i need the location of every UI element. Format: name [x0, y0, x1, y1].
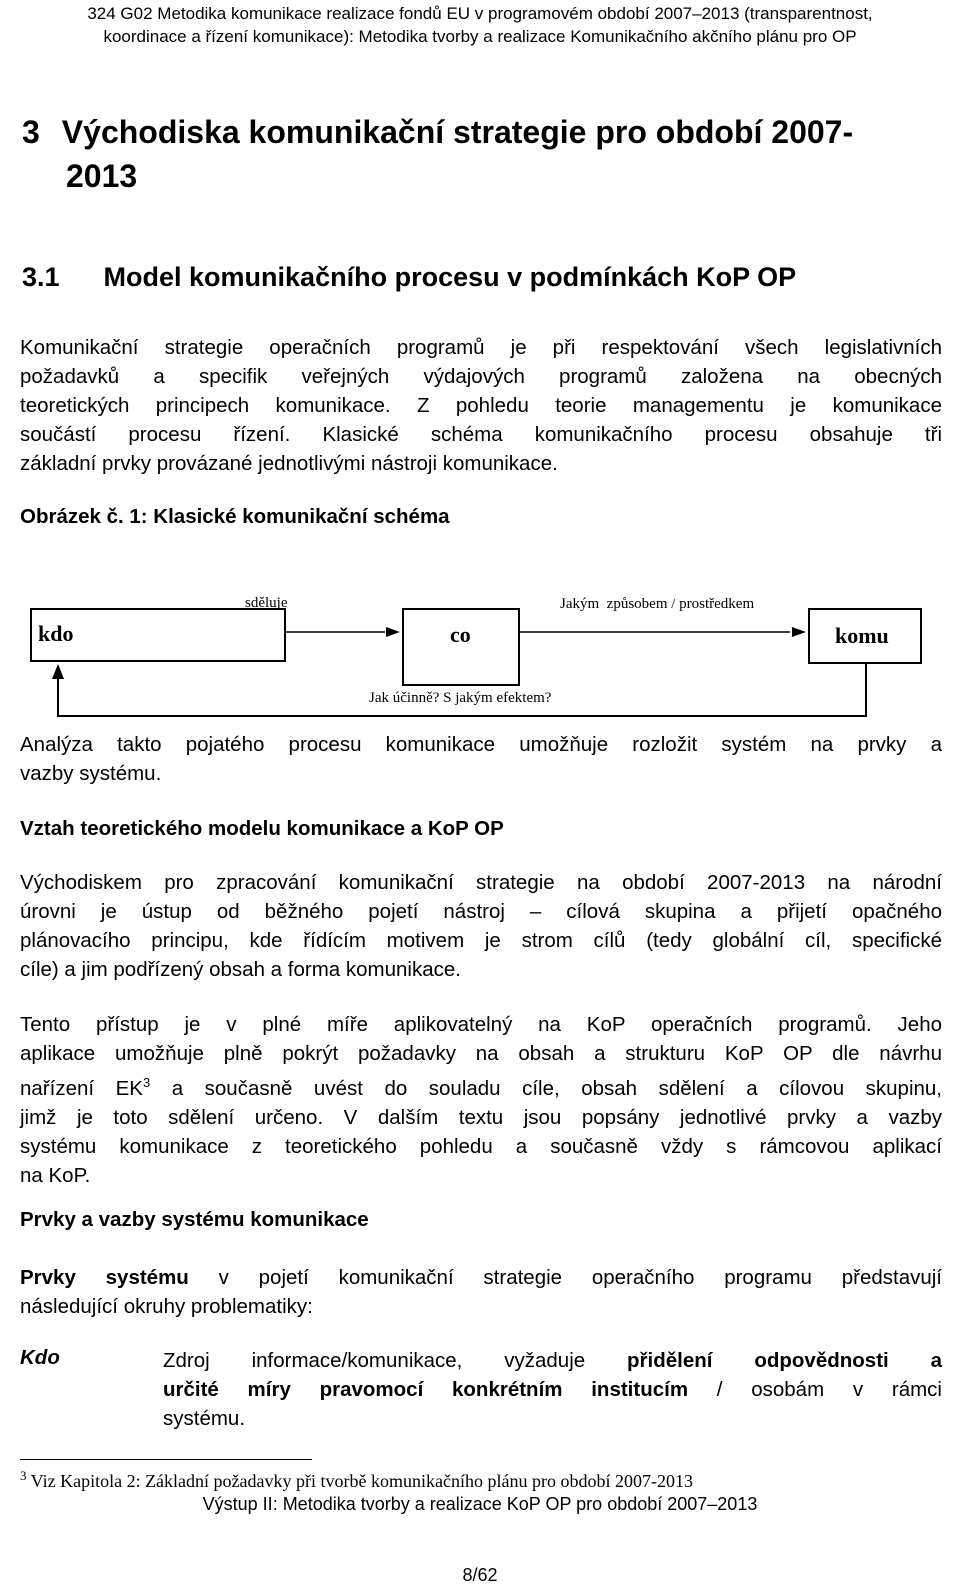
arrowhead-co: [386, 627, 400, 637]
footnote-text: Viz Kapitola 2: Základní požadavky při tvorbě komunikačního plánu pro období 2007-2013: [26, 1471, 693, 1491]
definition-text: [163, 1346, 942, 1433]
page-number: 8/62: [462, 1565, 498, 1585]
def-line1-bold: přidělení odpovědnosti a: [627, 1349, 942, 1372]
para3-line: Východiskem pro zpracování komunikační strategie na období 2007-2013 na národní: [20, 871, 942, 894]
running-header: [0, 2, 960, 48]
section-title: Model komunikačního procesu v podmínkách KoP OP: [103, 262, 797, 292]
figure-caption: Obrázek č. 1: Klasické komunikační schéma: [20, 505, 450, 528]
para4-line3-end: a současně uvést do souladu cíle, obsah sdělení a cílovou skupinu,: [150, 1076, 942, 1100]
def-line: [163, 1375, 942, 1404]
def-line2-bold: určité míry pravomocí konkrétním institucím: [163, 1378, 689, 1401]
label-feedback: Jak účinně? S jakým efektem?: [369, 690, 552, 706]
def-line2-end: / osobám v rámci: [688, 1378, 942, 1401]
label-jakym-zpusobem: Jakým způsobem / prostředkem: [560, 596, 755, 612]
paragraph-starting-point: [20, 868, 942, 984]
chapter-number: 3: [22, 114, 40, 150]
arrowhead-kdo: [52, 664, 64, 679]
para4-line: na KoP.: [20, 1163, 91, 1187]
footnote-mark: 3: [20, 1468, 27, 1483]
para5-line: následující okruhy problematiky:: [20, 1295, 313, 1318]
para1-line: požadavků a specifik veřejných výdajových programů založena na obecných: [20, 365, 942, 388]
paragraph-analysis: [20, 730, 942, 788]
para4-line: Tento přístup je v plné míře aplikovatelný na KoP operačních programů. Jeho: [20, 1013, 942, 1036]
paragraph-elements: [20, 1263, 942, 1321]
para1-line: součástí procesu řízení. Klasické schéma komunikačního procesu obsahuje tři: [20, 423, 942, 446]
footnote-ref: 3: [142, 1075, 151, 1090]
def-line: systému.: [163, 1407, 246, 1430]
chapter-title-line1: Východiska komunikační strategie pro období 2007-: [61, 114, 854, 150]
footer-title: Výstup II: Metodika tvorby a realizace KoP OP pro období 2007–2013: [202, 1494, 758, 1514]
para4-line: systému komunikace z teoretického pohledu a současně vždy s rámcovou aplikací: [20, 1134, 942, 1158]
section-heading: [22, 262, 796, 293]
def-line1-start: Zdroj informace/komunikace, vyžaduje: [163, 1349, 628, 1372]
para5-bold: Prvky systému: [20, 1266, 189, 1289]
para3-line: plánovacího principu, kde řídícím motivem je strom cílů (tedy globální cíl, specifické: [20, 929, 942, 952]
box-co-label: co: [450, 622, 471, 647]
definition-term: Kdo: [20, 1346, 60, 1369]
paragraph-intro: [20, 333, 942, 478]
para1-line: základní prvky provázané jednotlivými nástroji komunikace.: [20, 452, 558, 475]
chapter-title-line2: 2013: [66, 158, 138, 194]
box-komu-label: komu: [835, 623, 889, 648]
communication-diagram: [0, 580, 960, 730]
arrowhead-komu: [792, 627, 806, 637]
box-kdo-label: kdo: [38, 621, 74, 646]
para1-line: Komunikační strategie operačních programů je při respektování všech legislativních: [20, 336, 942, 359]
para4-line: aplikace umožňuje plně pokrýt požadavky na obsah a strukturu KoP OP dle návrhu: [20, 1042, 942, 1065]
header-line-1: 324 G02 Metodika komunikace realizace fondů EU v programovém období 2007–2013 (transparentnost,: [87, 4, 873, 23]
box-kdo: [30, 608, 286, 662]
header-line-2: koordinace a řízení komunikace): Metodika tvorby a realizace Komunikačního akčního plánu pro OP: [103, 27, 857, 46]
chapter-heading: [22, 110, 853, 198]
paragraph-approach: [20, 1010, 942, 1190]
def-line: [163, 1346, 942, 1375]
para2-line: Analýza takto pojatého procesu komunikace umožňuje rozložit systém na prvky a: [20, 733, 942, 756]
para1-line: teoretických principech komunikace. Z pohledu teorie managementu je komunikace: [20, 394, 942, 417]
para4-line3-start: nařízení EK: [20, 1076, 143, 1100]
footnote-separator: [20, 1459, 312, 1460]
section-number: 3.1: [22, 262, 60, 292]
subheading-model-relation: Vztah teoretického modelu komunikace a KoP OP: [20, 817, 504, 840]
para5-line: [20, 1263, 942, 1292]
para2-line: vazby systému.: [20, 762, 162, 785]
para5-rest: v pojetí komunikační strategie operačního programu představují: [188, 1266, 942, 1289]
para3-line: úrovni je ústup od běžného pojetí nástroj – cílová skupina a přijetí opačného: [20, 900, 942, 923]
para3-line: cíle) a jim podřízený obsah a forma komunikace.: [20, 958, 461, 981]
box-co: [402, 608, 520, 686]
para4-line: jimž je toto sdělení určeno. V dalším textu jsou popsány jednotlivé prvky a vazby: [20, 1105, 942, 1129]
subheading-elements: Prvky a vazby systému komunikace: [20, 1208, 369, 1231]
box-komu: [808, 608, 922, 664]
label-sdeluje: sděluje: [245, 595, 288, 611]
para4-line: [20, 1068, 942, 1103]
footnote: [20, 1468, 693, 1492]
